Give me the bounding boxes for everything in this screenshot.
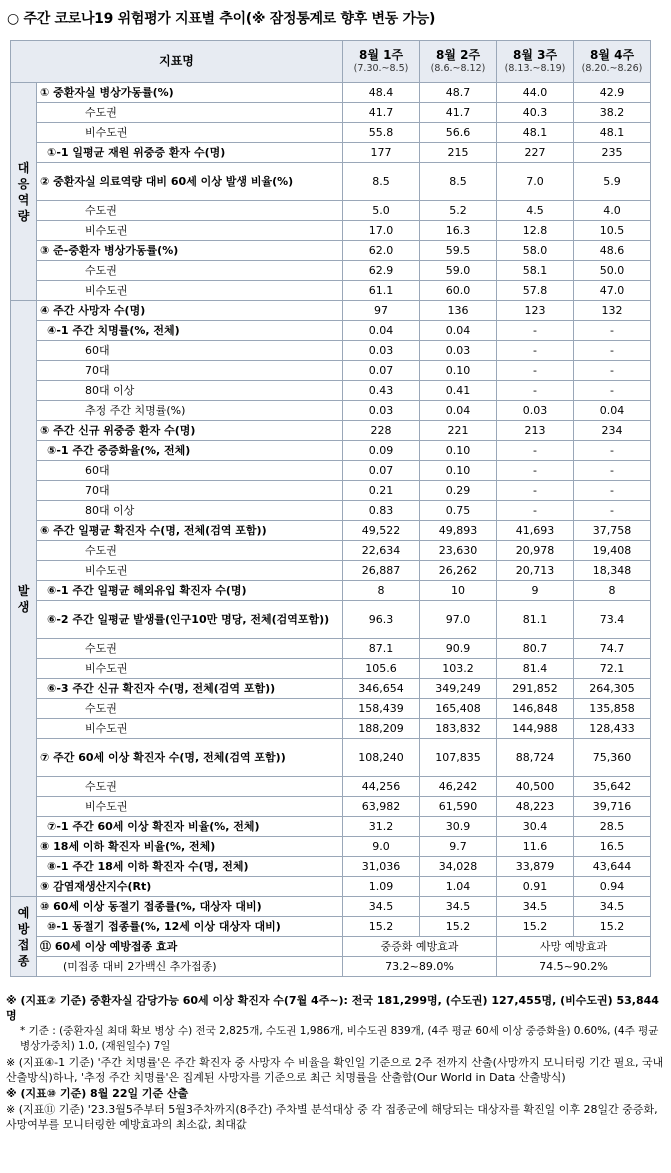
footnote: ※ (지표⑪ 기준) '23.3월5주부터 5월3주차까지(8주간) 주차별 분석대상 중 각 접종군에 해당되는 대상자를 확진일 이후 28일간 중증화, 사망여부를 모니터링한 예방효과의 최소값, 최대값 <box>6 1103 658 1131</box>
value-cell: 48,223 <box>497 797 574 817</box>
value-cell: 47.0 <box>574 281 651 301</box>
table-row <box>11 857 651 877</box>
value-cell: 221 <box>420 421 497 441</box>
value-cell: 213 <box>497 421 574 441</box>
value-cell: - <box>497 381 574 401</box>
value-cell: - <box>574 381 651 401</box>
table-row <box>11 877 651 897</box>
value-cell: 235 <box>574 143 651 163</box>
severe-effect-range: 73.2~89.0% <box>343 957 497 977</box>
row-label: 60대 <box>37 341 343 361</box>
value-cell: - <box>497 461 574 481</box>
value-cell: 46,242 <box>420 777 497 797</box>
value-cell: - <box>497 481 574 501</box>
row-label: 수도권 <box>37 541 343 561</box>
table-row <box>11 103 651 123</box>
value-cell: 0.03 <box>343 341 420 361</box>
value-cell: 62.0 <box>343 241 420 261</box>
table-row <box>11 917 651 937</box>
value-cell: 56.6 <box>420 123 497 143</box>
value-cell: 37,758 <box>574 521 651 541</box>
value-cell: 41.7 <box>420 103 497 123</box>
row-label: 수도권 <box>37 699 343 719</box>
value-cell: 48.6 <box>574 241 651 261</box>
value-cell: 72.1 <box>574 659 651 679</box>
category-prevention: 예 방 접 종 <box>11 897 37 977</box>
value-cell: 103.2 <box>420 659 497 679</box>
page-title: ○ 주간 코로나19 위험평가 지표별 추이(※ 잠정통계로 향후 변동 가능) <box>7 11 436 27</box>
table-row <box>11 361 651 381</box>
value-cell: 0.04 <box>343 321 420 341</box>
value-cell: 0.07 <box>343 361 420 381</box>
value-cell: - <box>497 321 574 341</box>
row-label: ①-1 일평균 재원 위중증 환자 수(명) <box>37 143 343 163</box>
category-occurrence: 발 생 <box>11 301 37 897</box>
row-label: 80대 이상 <box>37 381 343 401</box>
value-cell: 234 <box>574 421 651 441</box>
value-cell: 9.0 <box>343 837 420 857</box>
row-label: 비수도권 <box>37 719 343 739</box>
table-row <box>11 163 651 201</box>
row-label: 비수도권 <box>37 659 343 679</box>
table-row <box>11 777 651 797</box>
table-row <box>11 659 651 679</box>
value-cell: 10.5 <box>574 221 651 241</box>
value-cell: 0.04 <box>420 401 497 421</box>
value-cell: 81.4 <box>497 659 574 679</box>
table-row <box>11 679 651 699</box>
table-row <box>11 143 651 163</box>
header-week-3: 8월 3주 (8.13.~8.19) <box>497 41 574 83</box>
value-cell: 59.0 <box>420 261 497 281</box>
footnote: ※ (지표④-1 기준) '주간 치명률'은 주간 확진자 중 사망자 수 비율을 확인일 기준으로 2주 전까지 산출(사망까지 모니터링 기간 필요, 국내 산출방식)하나, '추정 주간 치명률'은 집계된 사망자를 기준으로 최근 치명률을 산출함(Our World in Data 산출방식) <box>6 1056 664 1084</box>
value-cell: 0.41 <box>420 381 497 401</box>
table-row <box>11 837 651 857</box>
table-row <box>11 381 651 401</box>
table-row <box>11 83 651 103</box>
value-cell: 97.0 <box>420 601 497 639</box>
value-cell: 44.0 <box>497 83 574 103</box>
value-cell: 19,408 <box>574 541 651 561</box>
value-cell: 135,858 <box>574 699 651 719</box>
row-label: 추정 주간 치명률(%) <box>37 401 343 421</box>
row-label: ⑦-1 주간 60세 이상 확진자 비율(%, 전체) <box>37 817 343 837</box>
value-cell: 40.3 <box>497 103 574 123</box>
row-label: ⑥-2 주간 일평균 발생률(인구10만 명당, 전체(검역포함)) <box>37 601 343 639</box>
table-row <box>11 261 651 281</box>
table-row <box>11 937 651 957</box>
value-cell: - <box>497 441 574 461</box>
row-label: ⑤-1 주간 중증화율(%, 전체) <box>37 441 343 461</box>
value-cell: 0.83 <box>343 501 420 521</box>
value-cell: 26,262 <box>420 561 497 581</box>
value-cell: 177 <box>343 143 420 163</box>
value-cell: 41,693 <box>497 521 574 541</box>
value-cell: 264,305 <box>574 679 651 699</box>
value-cell: 144,988 <box>497 719 574 739</box>
value-cell: 8 <box>343 581 420 601</box>
row-label: 수도권 <box>37 201 343 221</box>
table-row <box>11 521 651 541</box>
table-row <box>11 581 651 601</box>
table-row <box>11 501 651 521</box>
row-label: 수도권 <box>37 261 343 281</box>
value-cell: 55.8 <box>343 123 420 143</box>
value-cell: 0.91 <box>497 877 574 897</box>
value-cell: - <box>574 321 651 341</box>
value-cell: 0.04 <box>574 401 651 421</box>
death-effect-range: 74.5~90.2% <box>497 957 651 977</box>
death-effect-label: 사망 예방효과 <box>497 937 651 957</box>
value-cell: 20,713 <box>497 561 574 581</box>
value-cell: 10 <box>420 581 497 601</box>
value-cell: 33,879 <box>497 857 574 877</box>
value-cell: 28.5 <box>574 817 651 837</box>
value-cell: - <box>574 461 651 481</box>
value-cell: 165,408 <box>420 699 497 719</box>
table-row <box>11 957 651 977</box>
value-cell: 48.1 <box>574 123 651 143</box>
row-label: ② 중환자실 의료역량 대비 60세 이상 발생 비율(%) <box>37 163 343 201</box>
value-cell: 0.03 <box>343 401 420 421</box>
row-label: 수도권 <box>37 639 343 659</box>
row-label: ⑥ 주간 일평균 확진자 수(명, 전체(검역 포함)) <box>37 521 343 541</box>
row-label: ⑧-1 주간 18세 이하 확진자 수(명, 전체) <box>37 857 343 877</box>
header-indicator-name: 지표명 <box>11 41 343 83</box>
value-cell: 0.07 <box>343 461 420 481</box>
row-label: ⑥-3 주간 신규 확진자 수(명, 전체(검역 포함)) <box>37 679 343 699</box>
row-label: ③ 준-중환자 병상가동률(%) <box>37 241 343 261</box>
header-week-2: 8월 2주 (8.6.~8.12) <box>420 41 497 83</box>
value-cell: 188,209 <box>343 719 420 739</box>
value-cell: 35,642 <box>574 777 651 797</box>
value-cell: 80.7 <box>497 639 574 659</box>
value-cell: 58.1 <box>497 261 574 281</box>
value-cell: 11.6 <box>497 837 574 857</box>
value-cell: - <box>497 361 574 381</box>
value-cell: 0.09 <box>343 441 420 461</box>
table-row <box>11 123 651 143</box>
value-cell: 8.5 <box>420 163 497 201</box>
row-label: 60대 <box>37 461 343 481</box>
row-label: 80대 이상 <box>37 501 343 521</box>
value-cell: 75,360 <box>574 739 651 777</box>
row-label: ④ 주간 사망자 수(명) <box>37 301 343 321</box>
value-cell: 15.2 <box>420 917 497 937</box>
value-cell: 16.3 <box>420 221 497 241</box>
value-cell: 49,893 <box>420 521 497 541</box>
table-row <box>11 321 651 341</box>
row-label: 비수도권 <box>37 123 343 143</box>
value-cell: 30.4 <box>497 817 574 837</box>
value-cell: 128,433 <box>574 719 651 739</box>
value-cell: 0.75 <box>420 501 497 521</box>
value-cell: 15.2 <box>574 917 651 937</box>
value-cell: 26,887 <box>343 561 420 581</box>
value-cell: 17.0 <box>343 221 420 241</box>
value-cell: 0.21 <box>343 481 420 501</box>
value-cell: 87.1 <box>343 639 420 659</box>
value-cell: 136 <box>420 301 497 321</box>
footnote: ※ (지표⑩ 기준) 8월 22일 기준 산출 <box>6 1087 189 1100</box>
value-cell: 96.3 <box>343 601 420 639</box>
value-cell: 34.5 <box>574 897 651 917</box>
value-cell: 34.5 <box>343 897 420 917</box>
table-row <box>11 601 651 639</box>
row-label: 비수도권 <box>37 221 343 241</box>
value-cell: 41.7 <box>343 103 420 123</box>
value-cell: 15.2 <box>497 917 574 937</box>
value-cell: 158,439 <box>343 699 420 719</box>
header-week-1: 8월 1주 (7.30.~8.5) <box>343 41 420 83</box>
value-cell: 0.29 <box>420 481 497 501</box>
value-cell: 107,835 <box>420 739 497 777</box>
value-cell: 60.0 <box>420 281 497 301</box>
value-cell: 9 <box>497 581 574 601</box>
value-cell: 15.2 <box>343 917 420 937</box>
table-row <box>11 639 651 659</box>
value-cell: 4.0 <box>574 201 651 221</box>
value-cell: 22,634 <box>343 541 420 561</box>
value-cell: - <box>574 441 651 461</box>
row-label: 수도권 <box>37 777 343 797</box>
value-cell: - <box>497 501 574 521</box>
table-row <box>11 221 651 241</box>
table-row <box>11 541 651 561</box>
category-capacity: 대 응 역 량 <box>11 83 37 301</box>
value-cell: 63,982 <box>343 797 420 817</box>
value-cell: - <box>497 341 574 361</box>
value-cell: 18,348 <box>574 561 651 581</box>
table-row <box>11 461 651 481</box>
footnote: ※ (지표② 기준) 중환자실 감당가능 60세 이상 확진자 수(7월 4주~): 전국 181,299명, (수도권) 127,455명, (비수도권) 53,844명 <box>6 994 659 1022</box>
value-cell: 40,500 <box>497 777 574 797</box>
table-row <box>11 897 651 917</box>
value-cell: 23,630 <box>420 541 497 561</box>
value-cell: 7.0 <box>497 163 574 201</box>
value-cell: 227 <box>497 143 574 163</box>
row-label: 수도권 <box>37 103 343 123</box>
value-cell: 57.8 <box>497 281 574 301</box>
row-label: 비수도권 <box>37 561 343 581</box>
table-row <box>11 561 651 581</box>
value-cell: 228 <box>343 421 420 441</box>
table-row <box>11 797 651 817</box>
value-cell: 4.5 <box>497 201 574 221</box>
value-cell: 81.1 <box>497 601 574 639</box>
row-label: ⑪ 60세 이상 예방접종 효과 <box>37 937 343 957</box>
footnote: * 기준 : (중환자실 최대 확보 병상 수) 전국 2,825개, 수도권 1,986개, 비수도권 839개, (4주 평균 60세 이상 중증화율) 0.60%, (4주 평균 병상가중치) 1.0, (재원일수) 7일 <box>20 1025 659 1052</box>
row-label: ⑩-1 동절기 접종률(%, 12세 이상 대상자 대비) <box>37 917 343 937</box>
table-row <box>11 301 651 321</box>
value-cell: 183,832 <box>420 719 497 739</box>
table-row <box>11 401 651 421</box>
value-cell: 215 <box>420 143 497 163</box>
value-cell: 61,590 <box>420 797 497 817</box>
value-cell: 38.2 <box>574 103 651 123</box>
value-cell: 1.09 <box>343 877 420 897</box>
row-label: ⑨ 감염재생산지수(Rt) <box>37 877 343 897</box>
table-row <box>11 481 651 501</box>
value-cell: 88,724 <box>497 739 574 777</box>
value-cell: 48.7 <box>420 83 497 103</box>
table-row <box>11 739 651 777</box>
value-cell: 5.2 <box>420 201 497 221</box>
value-cell: 48.1 <box>497 123 574 143</box>
table-row <box>11 441 651 461</box>
table-row <box>11 421 651 441</box>
value-cell: 132 <box>574 301 651 321</box>
row-label: 비수도권 <box>37 281 343 301</box>
header-week-4: 8월 4주 (8.20.~8.26) <box>574 41 651 83</box>
value-cell: - <box>574 501 651 521</box>
value-cell: 34.5 <box>497 897 574 917</box>
table-row <box>11 201 651 221</box>
value-cell: 0.04 <box>420 321 497 341</box>
value-cell: 48.4 <box>343 83 420 103</box>
value-cell: - <box>574 341 651 361</box>
value-cell: 0.03 <box>497 401 574 421</box>
table-row <box>11 241 651 261</box>
value-cell: 34.5 <box>420 897 497 917</box>
value-cell: - <box>574 361 651 381</box>
value-cell: 61.1 <box>343 281 420 301</box>
row-label: ① 중환자실 병상가동률(%) <box>37 83 343 103</box>
row-label: 70대 <box>37 481 343 501</box>
value-cell: 43,644 <box>574 857 651 877</box>
row-label: ④-1 주간 치명률(%, 전체) <box>37 321 343 341</box>
value-cell: 5.0 <box>343 201 420 221</box>
footnotes <box>6 993 664 1133</box>
value-cell: 30.9 <box>420 817 497 837</box>
row-label: 70대 <box>37 361 343 381</box>
row-label: ⑩ 60세 이상 동절기 접종률(%, 대상자 대비) <box>37 897 343 917</box>
value-cell: - <box>574 481 651 501</box>
value-cell: 90.9 <box>420 639 497 659</box>
value-cell: 74.7 <box>574 639 651 659</box>
row-label: 비수도권 <box>37 797 343 817</box>
value-cell: 1.04 <box>420 877 497 897</box>
value-cell: 16.5 <box>574 837 651 857</box>
row-label: ⑦ 주간 60세 이상 확진자 수(명, 전체(검역 포함)) <box>37 739 343 777</box>
severe-effect-label: 중증화 예방효과 <box>343 937 497 957</box>
risk-indicator-table <box>10 40 651 977</box>
value-cell: 31.2 <box>343 817 420 837</box>
table-row <box>11 281 651 301</box>
table-row <box>11 719 651 739</box>
table-row <box>11 817 651 837</box>
value-cell: 123 <box>497 301 574 321</box>
value-cell: 0.03 <box>420 341 497 361</box>
value-cell: 44,256 <box>343 777 420 797</box>
value-cell: 58.0 <box>497 241 574 261</box>
table-row <box>11 699 651 719</box>
value-cell: 49,522 <box>343 521 420 541</box>
value-cell: 349,249 <box>420 679 497 699</box>
table-row <box>11 341 651 361</box>
value-cell: 39,716 <box>574 797 651 817</box>
value-cell: 20,978 <box>497 541 574 561</box>
value-cell: 0.10 <box>420 441 497 461</box>
value-cell: 346,654 <box>343 679 420 699</box>
value-cell: 31,036 <box>343 857 420 877</box>
row-label: ⑤ 주간 신규 위중증 환자 수(명) <box>37 421 343 441</box>
value-cell: 9.7 <box>420 837 497 857</box>
value-cell: 8.5 <box>343 163 420 201</box>
value-cell: 34,028 <box>420 857 497 877</box>
row-label: ⑥-1 주간 일평균 해외유입 확진자 수(명) <box>37 581 343 601</box>
value-cell: 146,848 <box>497 699 574 719</box>
value-cell: 59.5 <box>420 241 497 261</box>
row-label: ⑧ 18세 이하 확진자 비율(%, 전체) <box>37 837 343 857</box>
value-cell: 8 <box>574 581 651 601</box>
value-cell: 0.43 <box>343 381 420 401</box>
value-cell: 108,240 <box>343 739 420 777</box>
value-cell: 105.6 <box>343 659 420 679</box>
value-cell: 0.10 <box>420 461 497 481</box>
value-cell: 42.9 <box>574 83 651 103</box>
value-cell: 0.94 <box>574 877 651 897</box>
value-cell: 97 <box>343 301 420 321</box>
value-cell: 50.0 <box>574 261 651 281</box>
value-cell: 12.8 <box>497 221 574 241</box>
value-cell: 73.4 <box>574 601 651 639</box>
value-cell: 291,852 <box>497 679 574 699</box>
value-cell: 5.9 <box>574 163 651 201</box>
value-cell: 0.10 <box>420 361 497 381</box>
value-cell: 62.9 <box>343 261 420 281</box>
row-label: (미접종 대비 2가백신 추가접종) <box>37 957 343 977</box>
